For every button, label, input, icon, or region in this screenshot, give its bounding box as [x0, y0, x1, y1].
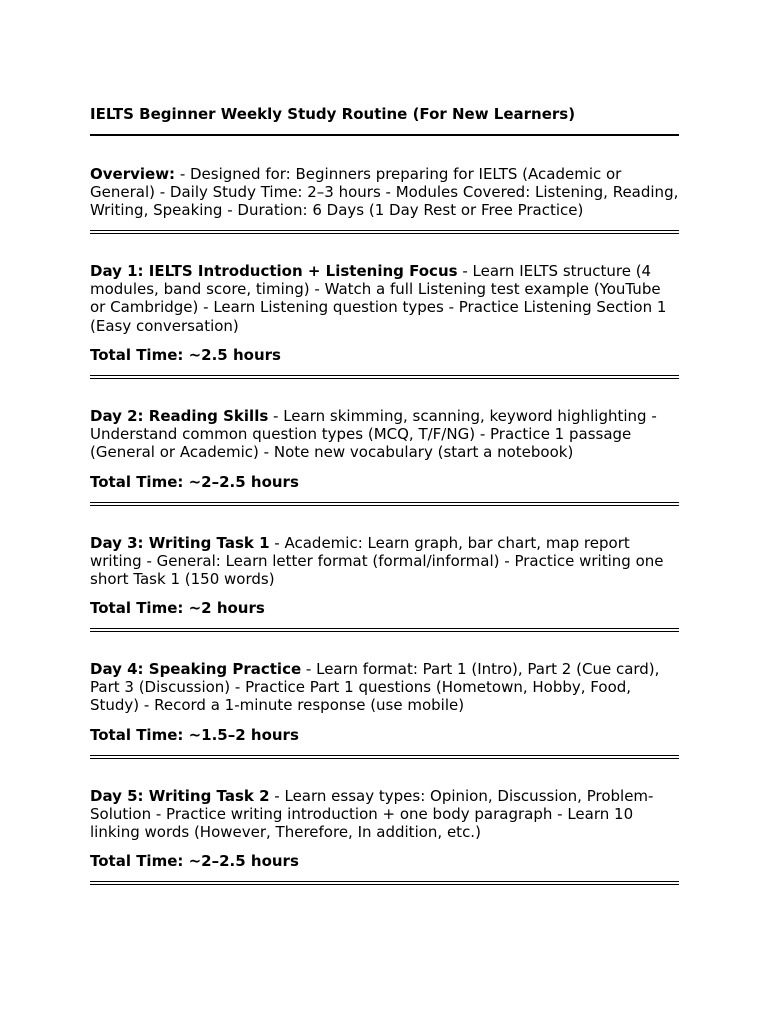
section-divider — [90, 755, 679, 759]
day-5-text: - Learn essay types: Opinion, Discussion, Problem-Solution - Practice writing introduction + one body paragraph - Learn 10 linking words (However, Therefore, In addition, etc.) — [90, 787, 654, 842]
day-5-total-time: Total Time: ~2–2.5 hours — [90, 852, 299, 870]
day-3-heading: Day 3: Writing Task 1 — [90, 534, 270, 552]
day-1-total-time: Total Time: ~2.5 hours — [90, 346, 281, 364]
page-title: IELTS Beginner Weekly Study Routine (For New Learners) — [90, 105, 576, 123]
day-4-heading: Day 4: Speaking Practice — [90, 660, 302, 678]
day-3-text: - Academic: Learn graph, bar chart, map report writing - General: Learn letter format (formal/informal) - Practice writing one short Task 1 (150 words) — [90, 534, 664, 589]
overview-paragraph — [90, 165, 680, 220]
day-4-text: - Learn format: Part 1 (Intro), Part 2 (Cue card), Part 3 (Discussion) - Practice Part 1 questions (Hometown, Hobby, Food, Study) - Record a 1-minute response (use mobile) — [90, 660, 660, 715]
title-divider — [90, 134, 679, 136]
day-4-total-time: Total Time: ~1.5–2 hours — [90, 726, 299, 744]
day-1-paragraph — [90, 262, 680, 335]
day-4-paragraph — [90, 660, 680, 715]
day-1-text: - Learn IELTS structure (4 modules, band score, timing) - Watch a full Listening test example (YouTube or Cambridge) - Learn Listening question types - Practice Listening Section 1 (Easy conversation) — [90, 262, 667, 335]
overview-label: Overview: — [90, 165, 176, 183]
day-5-paragraph — [90, 787, 680, 842]
day-3-total-time: Total Time: ~2 hours — [90, 599, 265, 617]
section-divider — [90, 628, 679, 632]
day-3-paragraph — [90, 534, 680, 589]
section-divider — [90, 375, 679, 379]
day-2-text: - Learn skimming, scanning, keyword highlighting - Understand common question types (MCQ, T/F/NG) - Practice 1 passage (General or Academic) - Note new vocabulary (start a notebook) — [90, 407, 657, 462]
day-2-heading: Day 2: Reading Skills — [90, 407, 269, 425]
day-2-paragraph — [90, 407, 680, 462]
section-divider — [90, 502, 679, 506]
day-1-heading: Day 1: IELTS Introduction + Listening Focus — [90, 262, 458, 280]
overview-text: - Designed for: Beginners preparing for IELTS (Academic or General) - Daily Study Time: 2–3 hours - Modules Covered: Listening, Reading, Writing, Speaking - Duration: 6 Days (1 Day Rest or Free Practice) — [90, 165, 679, 220]
section-divider — [90, 881, 679, 885]
day-2-total-time: Total Time: ~2–2.5 hours — [90, 473, 299, 491]
section-divider — [90, 230, 679, 234]
day-5-heading: Day 5: Writing Task 2 — [90, 787, 270, 805]
